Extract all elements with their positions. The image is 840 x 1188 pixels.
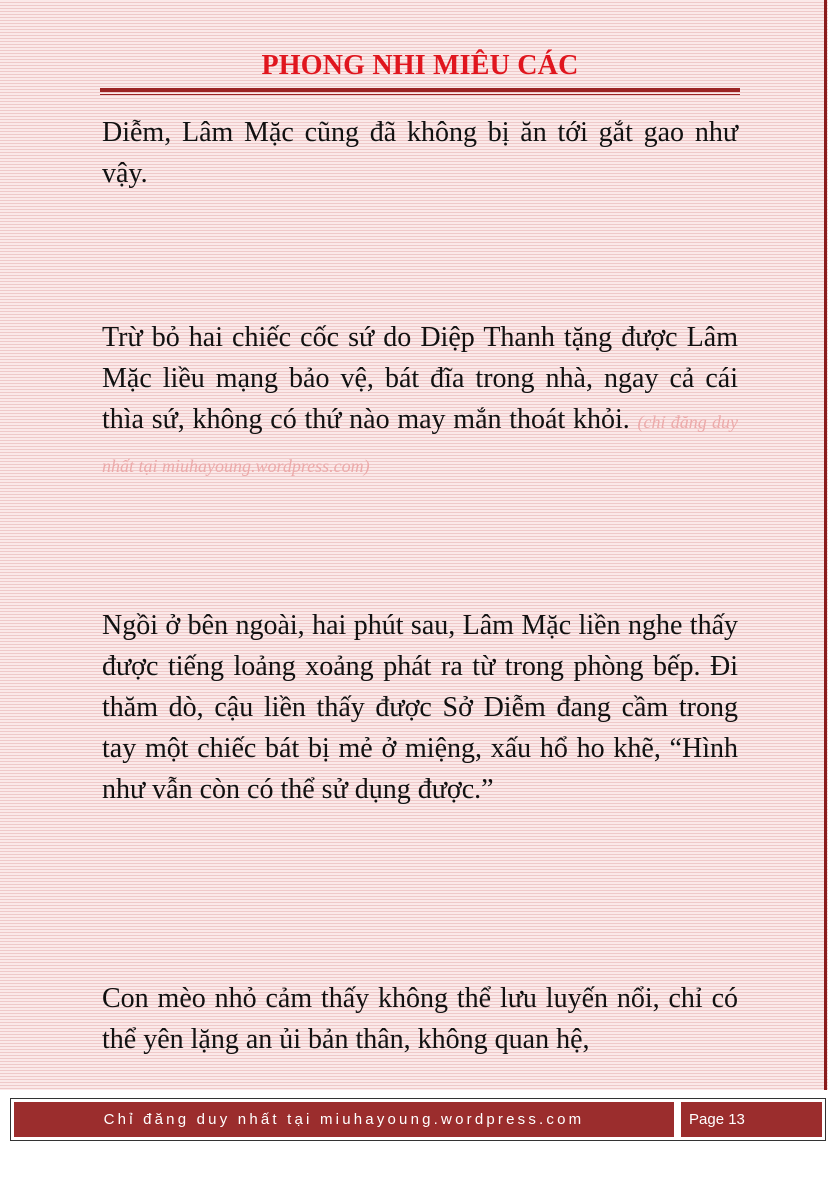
paragraph-1: Diễm, Lâm Mặc cũng đã không bị ăn tới gắt gao như vậy. xyxy=(102,117,738,189)
paragraph-3: Ngồi ở bên ngoài, hai phút sau, Lâm Mặc liền nghe thấy được tiếng loảng xoảng phát ra từ trong phòng bếp. Đi thăm dò, cậu liền thấy được Sở Diễm đang cầm trong tay một chiếc bát bị mẻ ở miệng, xấu hổ ho khẽ, “Hình như vẫn còn có thể sử dụng được.” xyxy=(102,610,738,805)
page-right-border xyxy=(824,0,827,1090)
inline-watermark: (chỉ đăng duy nhất tại miuhayoung.wordpress.com) xyxy=(102,412,738,476)
page-header-title: PHONG NHI MIÊU CÁC xyxy=(261,50,579,81)
paragraph-2 xyxy=(102,317,738,487)
paragraph-2-text: Trừ bỏ hai chiếc cốc sứ do Diệp Thanh tặng được Lâm Mặc liều mạng bảo vệ, bát đĩa trong nhà, ngay cả cái thìa sứ, không có thứ nào may mắn thoát khỏi. xyxy=(102,322,738,435)
footer-site-text: Chỉ đăng duy nhất tại miuhayoung.wordpress.com xyxy=(14,1102,674,1137)
footer-page-number: Page 13 xyxy=(678,1102,822,1137)
paragraph-4: Con mèo nhỏ cảm thấy không thể lưu luyến nổi, chỉ có thể yên lặng an ủi bản thân, không quan hệ, xyxy=(102,983,738,1055)
header-rule-thin xyxy=(100,94,740,95)
header-rule xyxy=(100,88,740,92)
